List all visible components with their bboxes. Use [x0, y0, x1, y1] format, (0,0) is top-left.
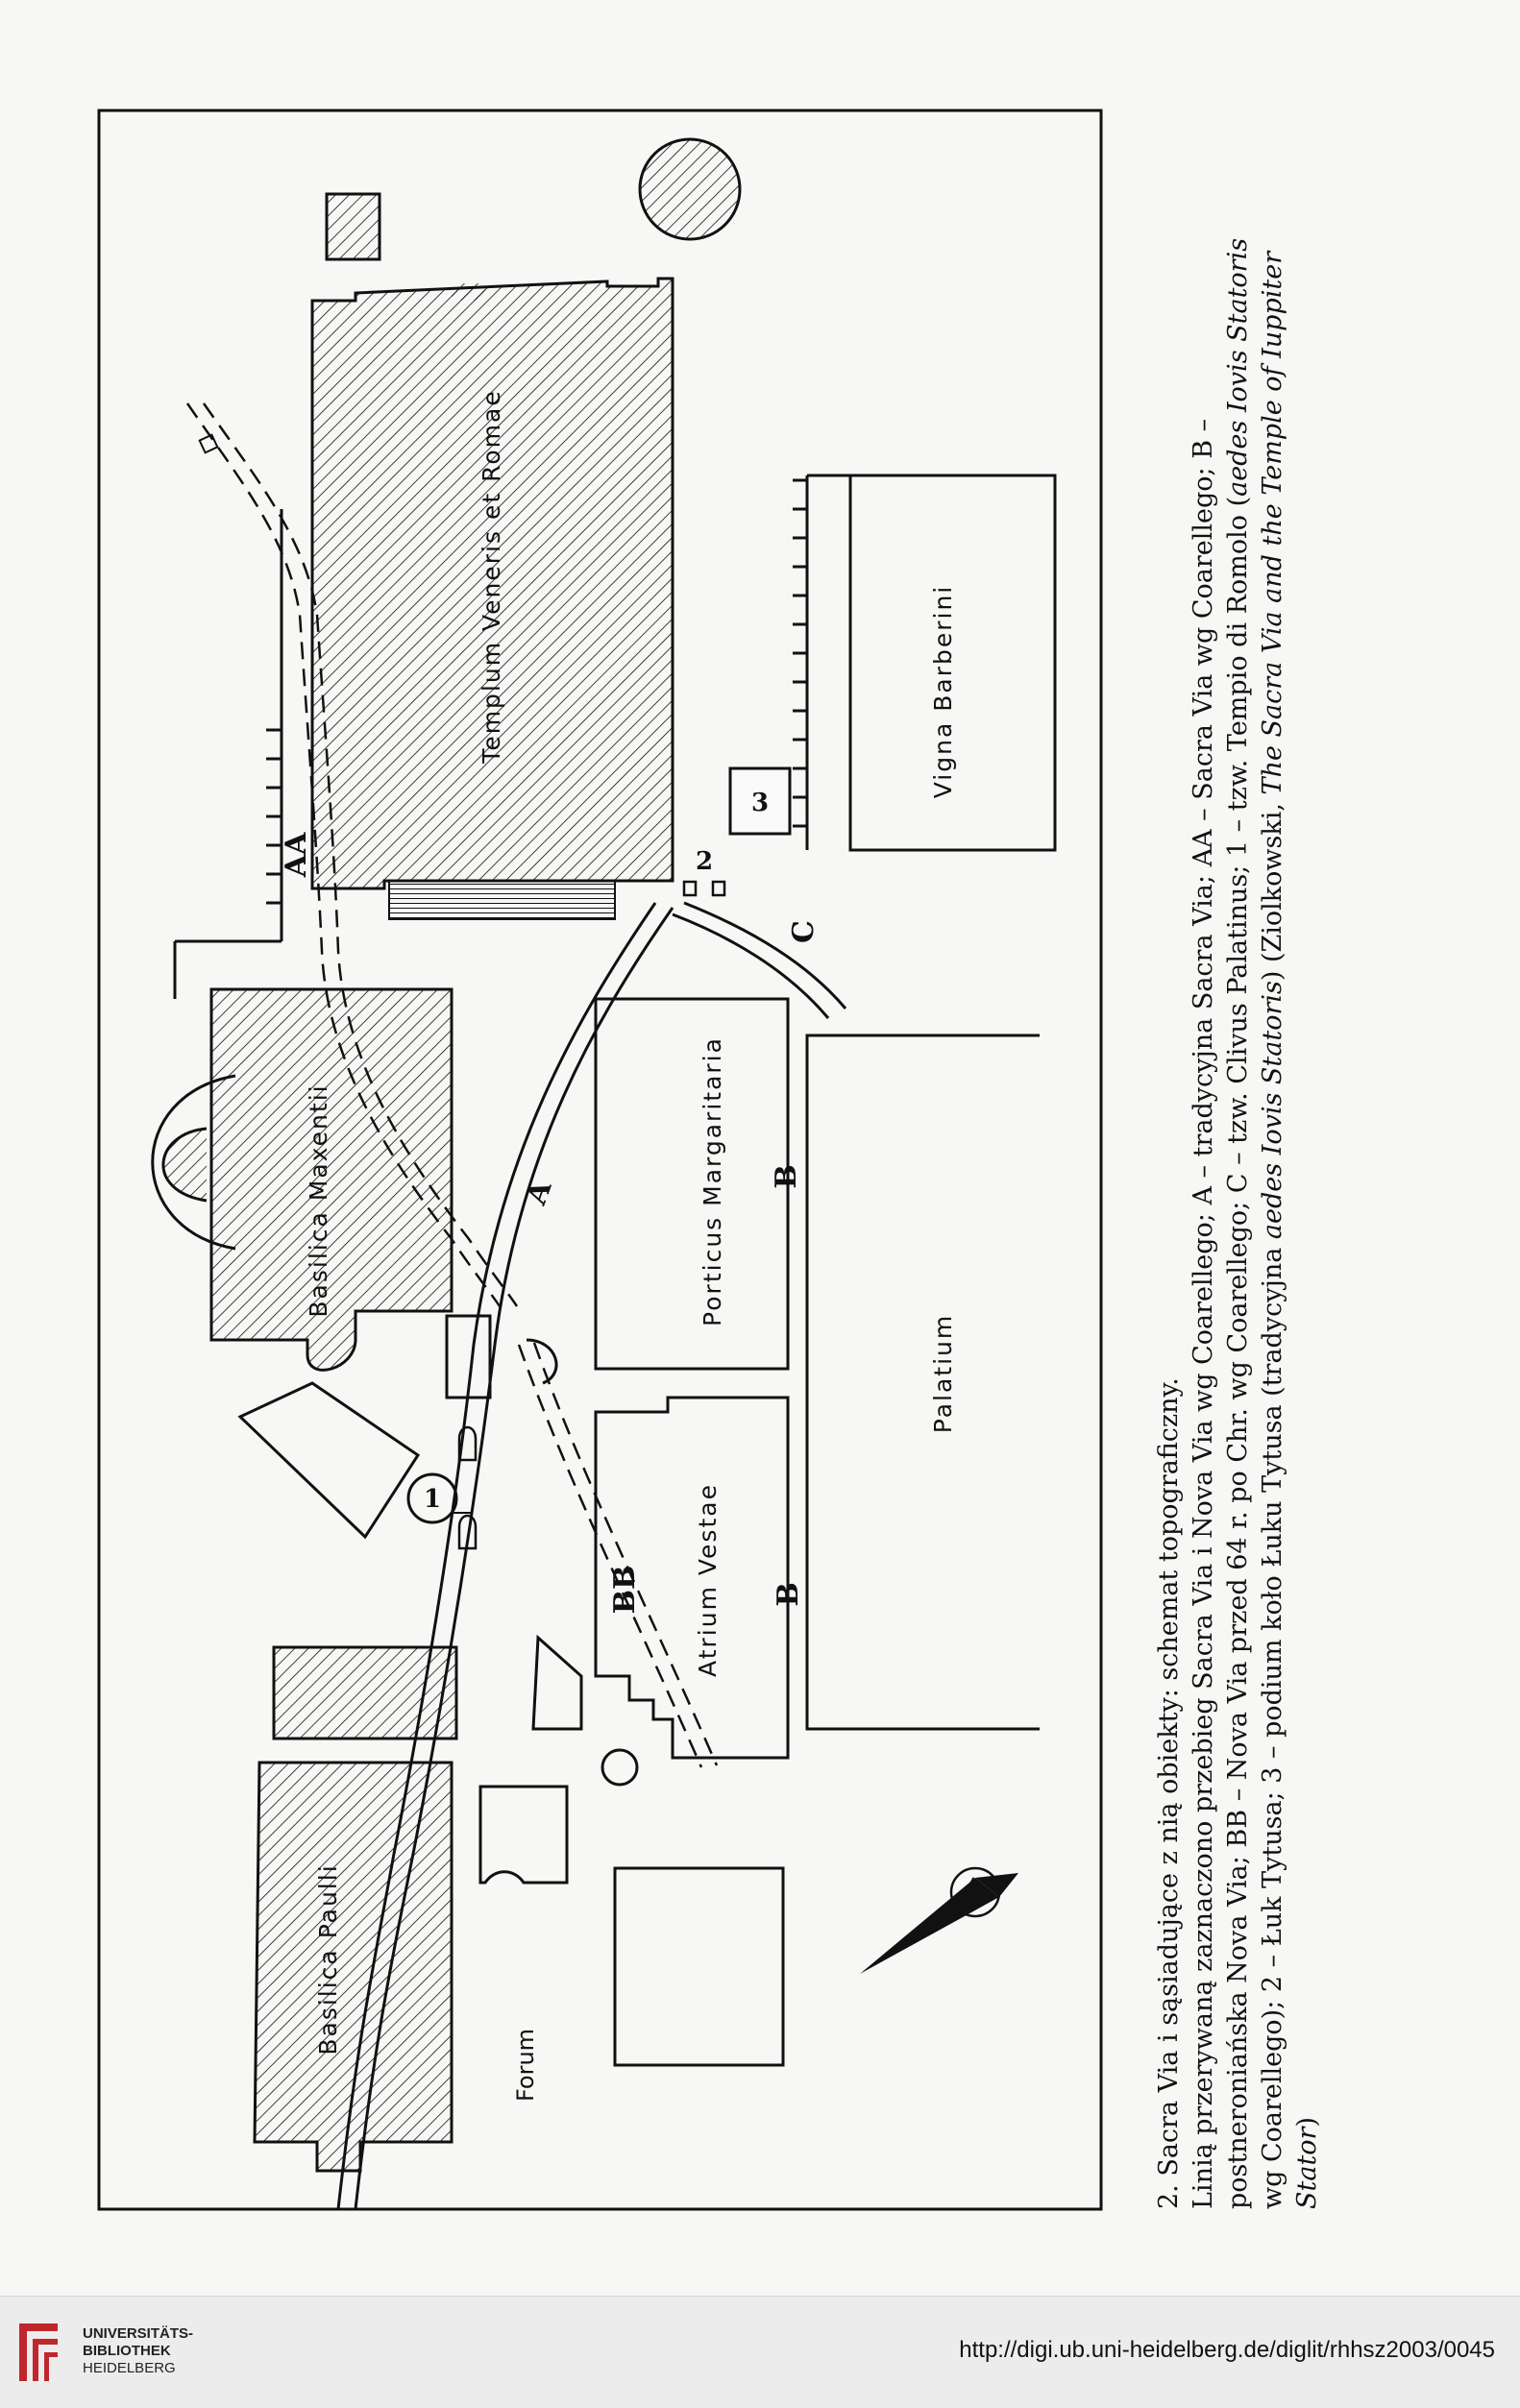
route-letter-c: C	[787, 920, 821, 943]
forum-structure	[480, 1787, 567, 1883]
number-2: 2	[695, 847, 714, 876]
viewer-footer	[0, 2296, 1520, 2408]
porticus-margaritaria	[596, 999, 788, 1369]
university-library-logo-icon	[15, 2318, 67, 2387]
label-paulli: Basilica Paulli	[314, 1863, 342, 2055]
figure-caption	[1154, 238, 1322, 2209]
route-letter-b1: B	[770, 1164, 803, 1189]
institution-line-1: UNIVERSITÄTS-	[83, 2325, 194, 2342]
forum-block	[615, 1868, 783, 2065]
templum-veneris-et-romae	[312, 279, 673, 919]
permalink-url[interactable]: http://digi.ub.uni-heidelberg.de/diglit/rhhsz2003/0045	[959, 2337, 1495, 2363]
institution-line-2: BIBLIOTHEK	[83, 2343, 171, 2359]
vigna-barberini	[793, 475, 1055, 850]
basilica-paulli	[255, 1647, 456, 2171]
nova-via-bb	[519, 1343, 717, 1767]
dashed-marker	[200, 435, 218, 453]
temple-steps	[389, 881, 615, 919]
basilica-maxentii	[153, 989, 452, 1370]
label-templum: Templum Veneris et Romae	[478, 389, 505, 764]
round-monument	[640, 139, 740, 239]
route-letter-a: A	[519, 1176, 559, 1209]
caption-line-4: Stator)	[1292, 2116, 1322, 2209]
palatium-boundary	[807, 1035, 1040, 1729]
atrium-front-shape	[533, 1638, 581, 1729]
caption-title: 2. Sacra Via i sąsiadujące z nią obiekty: schemat topograficzny.	[1154, 1377, 1184, 2209]
caption-line-1: Linią przerywaną zaznaczono przebieg Sacra Via i Nova Via wg Coarellego; A – tradycyjna Sacra Via; AA – Sacra Via wg Coarellego; B –	[1189, 418, 1218, 2209]
north-letter: N	[956, 1873, 999, 1913]
small-hatched-block	[327, 194, 380, 259]
number-1: 1	[423, 1485, 442, 1514]
clivus-palatinus	[673, 903, 846, 1018]
institution-name	[83, 2325, 193, 2377]
temple-colonnade-hatch	[452, 283, 485, 301]
number-3: 3	[750, 789, 770, 817]
caption-line-2: postneroniańska Nova Via; BB – Nova Via przed 64 r. po Chr. wg Coarellego; C – tzw. Clivus Palatinus; 1 – tzw. Tempio di Romolo (aedes Iovis Statoris	[1223, 237, 1253, 2209]
aa-boundary	[175, 509, 282, 999]
caption-line-3: wg Coarellego); 2 – Łuk Tytusa; 3 – podium koło Łuku Tytusa (tradycyjna aedes Iovis Statoris) (Ziolkowski, The Sacra Via and the Temple of Iuppiter	[1258, 251, 1287, 2209]
tempio-di-romolo	[240, 1316, 490, 1548]
label-forum: Forum	[512, 2028, 539, 2103]
round-shrine	[602, 1750, 637, 1785]
route-letter-aa: AA	[280, 832, 313, 878]
route-letter-b2: B	[772, 1582, 805, 1607]
label-maxentii: Basilica Maxentii	[305, 1083, 332, 1318]
arch-marker-b	[713, 882, 724, 895]
institution-line-3: HEIDELBERG	[83, 2360, 176, 2376]
north-arrow	[860, 1868, 1018, 1974]
arch-marker-a	[684, 882, 696, 895]
route-letter-bb: BB	[608, 1565, 642, 1615]
label-margaritaria: Porticus Margaritaria	[699, 1036, 726, 1326]
label-vigna: Vigna Barberini	[929, 584, 957, 799]
label-atrium: Atrium Vestae	[694, 1483, 722, 1677]
label-palatium: Palatium	[929, 1313, 957, 1434]
